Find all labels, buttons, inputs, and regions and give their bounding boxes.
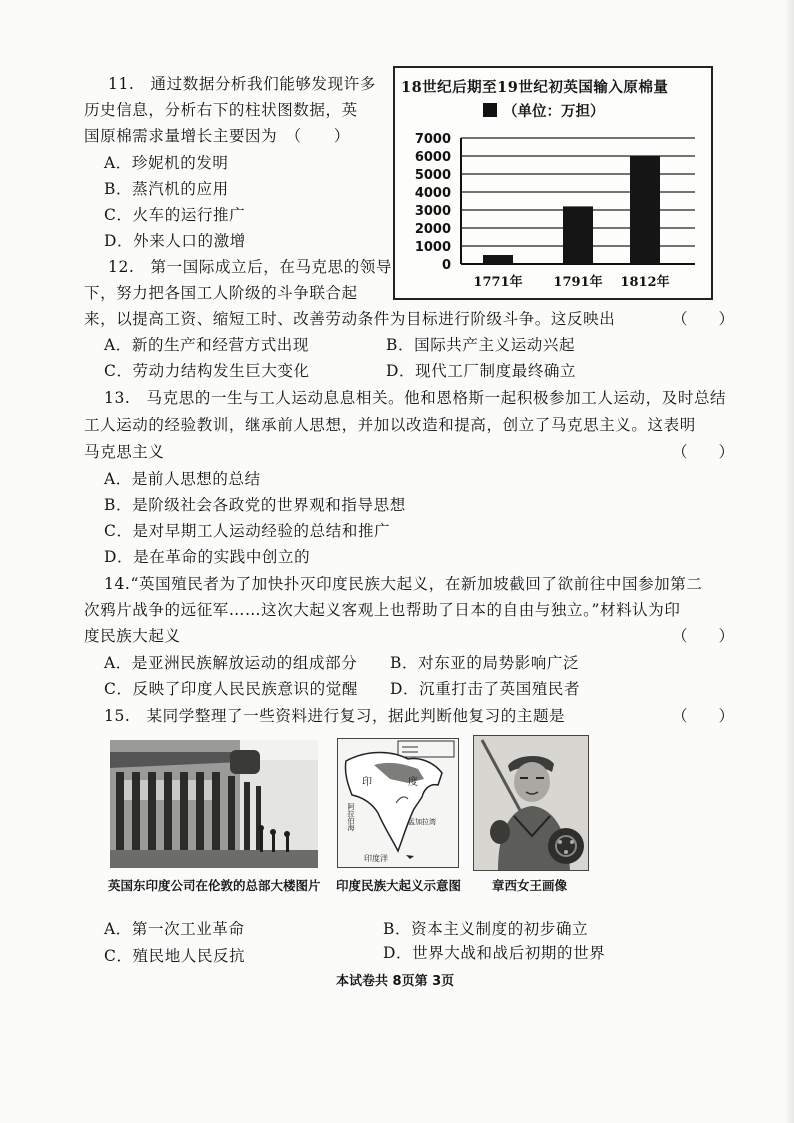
- caption-rani-portrait: 章西女王画像: [492, 878, 568, 893]
- q13-option-b: B．是阶级社会各政党的世界观和指导思想: [104, 496, 406, 514]
- q11-option-b: B．蒸汽机的应用: [104, 180, 229, 198]
- q14-option-a: A．是亚洲民族解放运动的组成部分: [104, 654, 358, 672]
- q13-option-c: C．是对早期工人运动经验的总结和推广: [104, 522, 391, 540]
- chart-y-tick-label: 3000: [414, 204, 451, 219]
- chart-y-tick-label: 0: [441, 258, 451, 273]
- scan-edge-shadow: [784, 0, 794, 1123]
- q11-line-1: 11. 通过数据分析我们能够发现许多: [108, 75, 376, 93]
- q11-option-a: A．珍妮机的发明: [104, 154, 229, 172]
- chart-y-tick-label: 1000: [414, 240, 451, 255]
- q13-option-d: D．是在革命的实践中创立的: [104, 548, 311, 566]
- q13-line-2: 工人运动的经验教训，继承前人思想，并加以改造和提高，创立了马克思主义。这表明: [84, 416, 696, 434]
- chart-title: 18世纪后期至19世纪初英国输入原棉量: [401, 79, 669, 96]
- q14-line-3: 度民族大起义: [84, 627, 181, 645]
- q12-line-2: 下，努力把各国工人阶级的斗争联合起: [84, 284, 358, 302]
- q11-line-3: 国原棉需求量增长主要因为 （ ）: [84, 127, 350, 145]
- q11-option-d: D．外来人口的激增: [104, 232, 246, 250]
- map-label-indian-ocean: 印度洋: [364, 854, 388, 863]
- q12-option-b: B．国际共产主义运动兴起: [386, 336, 576, 354]
- q13-answer-paren: （ ）: [672, 443, 735, 461]
- q12-option-d: D．现代工厂制度最终确立: [386, 362, 577, 380]
- chart-x-tick-label: 1771年: [473, 275, 523, 290]
- q15-option-d: D．世界大战和战后初期的世界: [383, 944, 606, 962]
- chart-y-tick-label: 2000: [414, 222, 451, 237]
- chart-plot: [395, 68, 711, 298]
- indian-uprising-map: [337, 738, 459, 868]
- chart-y-tick-label: 5000: [414, 168, 451, 183]
- q13-line-3: 马克思主义: [84, 443, 165, 461]
- map-label-du: 度: [408, 777, 418, 788]
- chart-bar: [630, 156, 660, 264]
- q14-line-1: 14.“英国殖民者为了加快扑灭印度民族大起义，在新加坡截回了欲前往中国参加第二: [104, 575, 703, 593]
- q12-option-c: C．劳动力结构发生巨大变化: [104, 362, 310, 380]
- q15-option-a: A．第一次工业革命: [104, 920, 245, 938]
- q11-option-c: C．火车的运行推广: [104, 206, 246, 224]
- cotton-import-chart: [393, 66, 713, 300]
- q15-line-1: 15. 某同学整理了一些资料进行复习，据此判断他复习的主题是: [104, 707, 566, 725]
- chart-y-tick-label: 7000: [414, 132, 451, 147]
- q14-option-d: D．沉重打击了英国殖民者: [390, 680, 581, 698]
- map-label-bay-of-bengal: 孟加拉湾: [408, 818, 436, 826]
- q13-line-1: 13. 马克思的一生与工人运动息息相关。他和恩格斯一起积极参加工人运动，及时总结: [104, 389, 727, 407]
- q12-line-1: 12. 第一国际成立后，在马克思的领导: [108, 258, 393, 276]
- q12-answer-paren: （ ）: [672, 310, 735, 328]
- q14-answer-paren: （ ）: [672, 627, 735, 645]
- page-footer: 本试卷共 8页第 3页: [336, 974, 455, 989]
- chart-y-tick-label: 4000: [414, 186, 451, 201]
- q15-option-c: C．殖民地人民反抗: [104, 947, 246, 965]
- q15-answer-paren: （ ）: [672, 707, 735, 725]
- q11-line-2: 历史信息，分析右下的柱状图数据，英: [84, 101, 358, 119]
- q14-option-c: C．反映了印度人民民族意识的觉醒: [104, 680, 358, 698]
- q12-line-3: 来，以提高工资、缩短工时、改善劳动条件为目标进行阶级斗争。这反映出: [84, 310, 616, 328]
- caption-east-india-company: 英国东印度公司在伦敦的总部大楼图片: [108, 878, 321, 893]
- q14-line-2: 次鸦片战争的远征军……这次大起义客观上也帮助了日本的自由与独立。”材料认为印: [84, 601, 681, 619]
- map-label-arabian-sea: 阿拉伯海: [347, 803, 355, 831]
- chart-bar: [483, 255, 513, 264]
- east-india-company-hq-image: [110, 740, 318, 868]
- q12-option-a: A．新的生产和经营方式出现: [104, 336, 309, 354]
- q15-option-b: B．资本主义制度的初步确立: [383, 920, 589, 938]
- chart-y-tick-label: 6000: [414, 150, 451, 165]
- chart-x-tick-label: 1812年: [620, 275, 670, 290]
- rani-of-jhansi-portrait: [473, 735, 589, 871]
- q13-option-a: A．是前人思想的总结: [104, 470, 261, 488]
- q14-option-b: B．对东亚的局势影响广泛: [390, 654, 580, 672]
- caption-uprising-map: 印度民族大起义示意图: [336, 878, 462, 893]
- chart-bar: [563, 206, 593, 264]
- chart-unit: （单位：万担）: [503, 103, 605, 120]
- chart-x-tick-label: 1791年: [553, 275, 603, 290]
- map-label-yin: 印: [362, 777, 372, 788]
